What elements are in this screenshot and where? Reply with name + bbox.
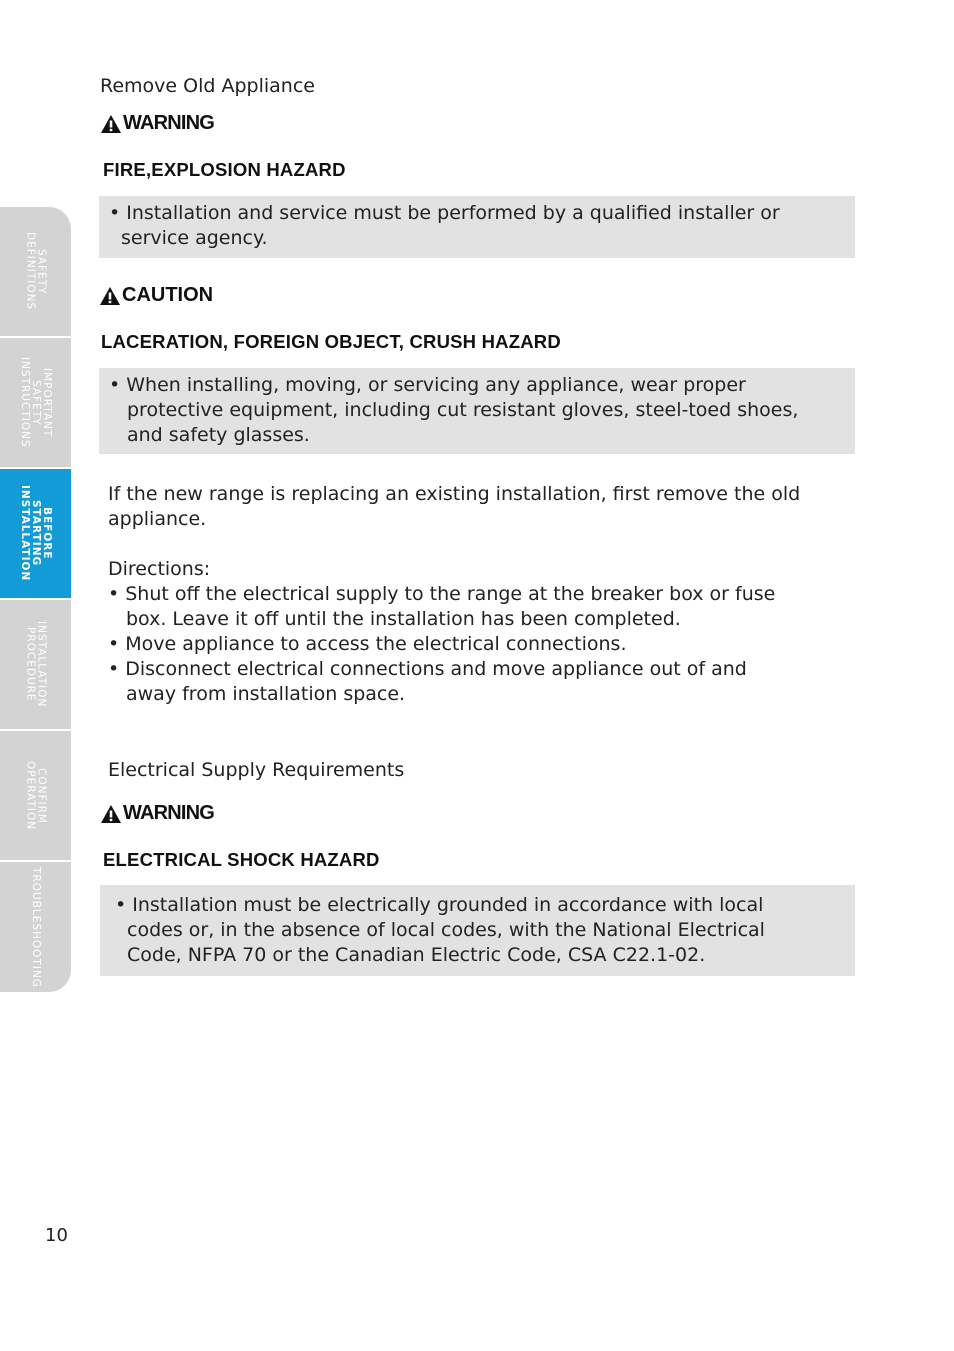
tab-label: INSTALLATION PROCEDURE xyxy=(24,621,48,708)
direction-item-continued: away from installation space. xyxy=(126,683,406,705)
hazard-title: FIRE,EXPLOSION HAZARD xyxy=(103,159,346,180)
tab-installation-procedure[interactable] xyxy=(0,600,71,731)
tab-safety-definitions[interactable] xyxy=(0,207,71,338)
box-line: • Installation must be electrically grounded in accordance with local xyxy=(115,894,764,916)
box-line: • When installing, moving, or servicing any appliance, wear proper xyxy=(109,374,746,396)
tab-troubleshooting[interactable] xyxy=(0,862,71,992)
hazard-title: LACERATION, FOREIGN OBJECT, CRUSH HAZARD xyxy=(101,331,561,352)
tab-label: TROUBLESHOOTING xyxy=(30,866,42,988)
tab-label: IMPORTANT SAFETY INSTRUCTIONS xyxy=(19,357,53,448)
box-line: • Installation and service must be performed by a qualified installer or xyxy=(109,202,780,224)
warning-triangle-icon xyxy=(100,804,122,824)
tab-label: BEFORE STARTING INSTALLATION xyxy=(19,485,53,582)
warning-box xyxy=(100,885,855,976)
caution-signal xyxy=(99,284,213,307)
warning-triangle-icon xyxy=(99,286,121,306)
hazard-title: ELECTRICAL SHOCK HAZARD xyxy=(103,849,380,870)
tab-label: SAFETY DEFINITIONS xyxy=(24,232,48,311)
page-number: 10 xyxy=(45,1225,68,1246)
box-line: and safety glasses. xyxy=(127,424,310,446)
intro-paragraph xyxy=(108,482,800,532)
box-line: codes or, in the absence of local codes, with the National Electrical xyxy=(127,919,765,941)
text-line: If the new range is replacing an existing installation, first remove the old xyxy=(108,483,801,505)
box-line: service agency. xyxy=(121,227,268,249)
box-line: Code, NFPA 70 or the Canadian Electric Code, CSA C22.1-02. xyxy=(127,944,706,966)
section-title-electrical-supply: Electrical Supply Requirements xyxy=(108,759,405,781)
direction-item: • Move appliance to access the electrical connections. xyxy=(108,633,627,655)
warning-label: WARNING xyxy=(123,802,215,824)
caution-label: CAUTION xyxy=(122,284,214,306)
warning-box xyxy=(99,196,855,258)
warning-signal xyxy=(100,112,214,135)
caution-box xyxy=(99,368,855,454)
side-tabs xyxy=(0,207,71,992)
direction-item-continued: box. Leave it off until the installation has been completed. xyxy=(126,608,681,630)
tab-important-safety-instructions[interactable] xyxy=(0,338,71,469)
tab-before-starting-installation[interactable] xyxy=(0,469,71,600)
directions-label: Directions: xyxy=(108,558,211,580)
direction-item: • Disconnect electrical connections and move appliance out of and xyxy=(108,658,747,680)
tab-label: CONFIRM OPERATION xyxy=(24,760,48,831)
text-line: appliance. xyxy=(108,508,207,530)
section-title-remove-old-appliance: Remove Old Appliance xyxy=(100,75,315,97)
warning-signal xyxy=(100,802,214,825)
box-line: protective equipment, including cut resistant gloves, steel-toed shoes, xyxy=(127,399,799,421)
warning-triangle-icon xyxy=(100,114,122,134)
directions xyxy=(108,557,775,707)
direction-item: • Shut off the electrical supply to the range at the breaker box or fuse xyxy=(108,583,776,605)
tab-confirm-operation[interactable] xyxy=(0,731,71,862)
warning-label: WARNING xyxy=(123,112,215,134)
